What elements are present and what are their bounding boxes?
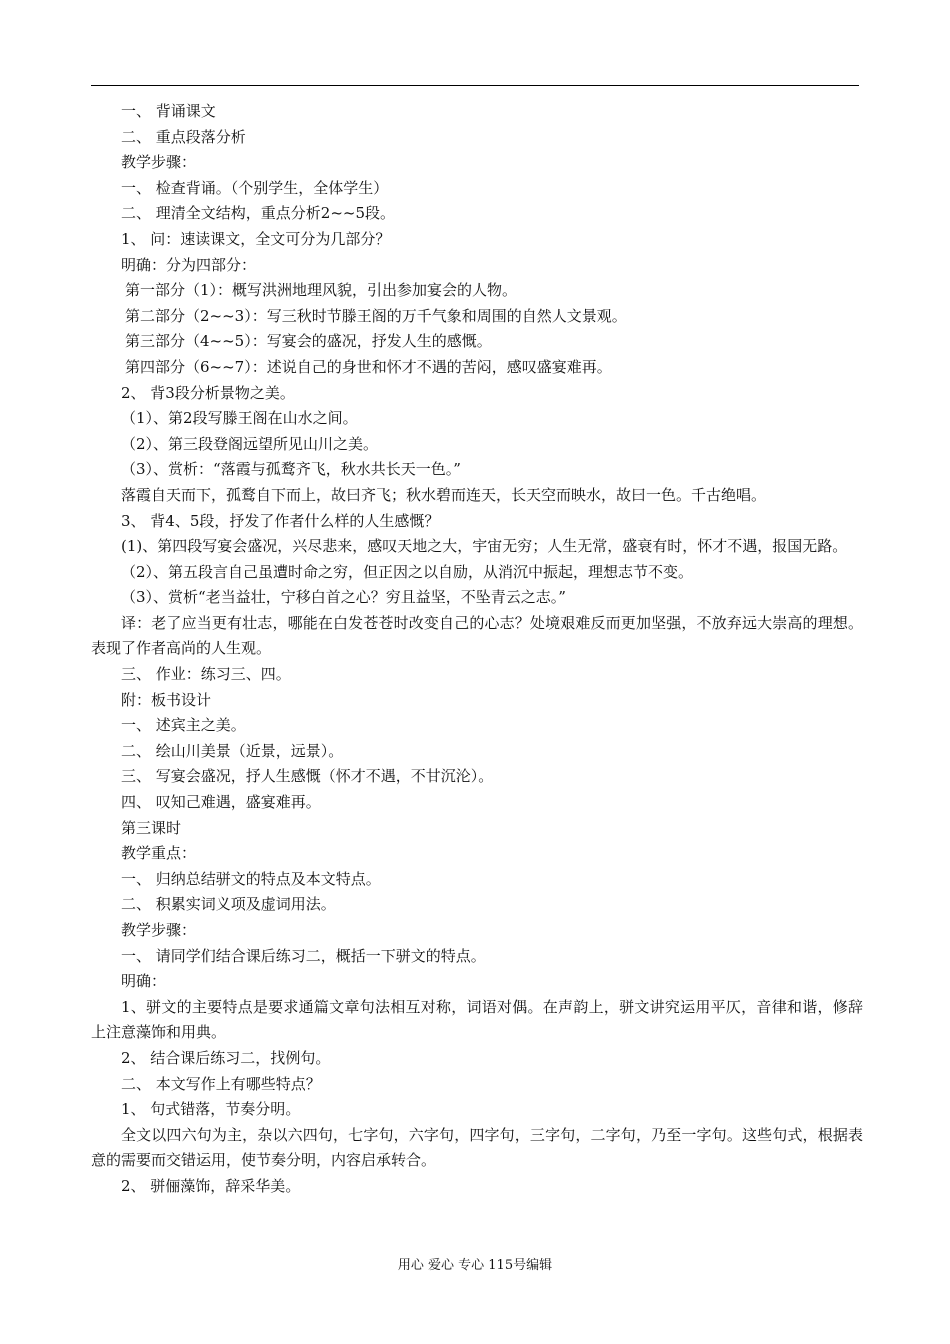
text-line: 一、 检查背诵。（个别学生，全体学生） <box>121 178 389 197</box>
text-paragraph: (1)、第四段写宴会盛况，兴尽悲来，感叹天地之大，宇宙无穷；人生无常，盛衰有时，怀才不遇，报国无路。 <box>121 537 848 556</box>
text-line: 教学步骤： <box>121 153 197 172</box>
text-line: 一、 归纳总结骈文的特点及本文特点。 <box>121 869 381 888</box>
text-line: 二、 本文写作上有哪些特点？ <box>121 1074 321 1093</box>
text-line: 三、 写宴会盛况，抒人生感慨（怀才不遇，不甘沉沦）。 <box>121 767 494 786</box>
text-line: 教学步骤： <box>121 921 197 939</box>
text-line: （3）、赏析：“落霞与孤鹜齐飞，秋水共长天一色。” <box>121 460 461 479</box>
text-line: （3）、赏析“老当益壮，宁移白首之心？穷且益坚，不坠青云之志。” <box>121 588 566 607</box>
text-line: 2、 骈俪藻饰，辞采华美。 <box>121 1176 301 1195</box>
text-line: 第三部分（4~~5）：写宴会的盛况，抒发人生的感慨。 <box>125 332 492 351</box>
text-line: （1）、第2段写滕王阁在山水之间。 <box>121 409 358 428</box>
text-line: 第一部分（1）：概写洪洲地理风貌，引出参加宴会的人物。 <box>125 281 518 300</box>
text-line: 第二部分（2~~3）：写三秋时节滕王阁的万千气象和周围的自然人文景观。 <box>125 306 627 325</box>
text-line: 四、 叹知己难遇，盛宴难再。 <box>121 793 321 812</box>
text-line: （2）、第五段言自己虽遭时命之穷，但正因之以自励，从消沉中振起，理想志节不变。 <box>121 562 694 581</box>
section-heading: 第三课时 <box>121 818 182 837</box>
text-line: 明确： <box>121 972 167 991</box>
text-line: 三、 作业：练习三、四。 <box>121 665 291 684</box>
text-line: 落霞自天而下，孤鹜自下而上，故曰齐飞；秋水碧而连天，长天空而映水，故曰一色。千古绝唱。 <box>121 485 767 504</box>
text-line: 2、 结合课后练习二，找例句。 <box>121 1048 331 1067</box>
text-line: 附：板书设计 <box>121 690 212 709</box>
text-line: 二、 理清全文结构，重点分析2~~5段。 <box>121 204 395 223</box>
text-line: 教学重点： <box>121 844 197 863</box>
text-line: 一、 述宾主之美。 <box>121 716 246 735</box>
text-line: 3、 背4、5段，抒发了作者什么样的人生感慨？ <box>121 511 440 530</box>
header-rule <box>91 85 859 86</box>
text-line: 一、 请同学们结合课后练习二，概括一下骈文的特点。 <box>121 946 486 965</box>
page-footer: 用心 爱心 专心 115号编辑 <box>397 1258 553 1273</box>
text-paragraph: 译：老了应当更有壮志，哪能在白发苍苍时改变自己的心志？处境艰难反而更加坚强，不放弃远大崇高的理想。表现了作者高尚的人生观。 <box>91 613 863 658</box>
text-line: 2、 背3段分析景物之美。 <box>121 383 295 402</box>
document-body <box>91 99 863 1200</box>
text-line: 1、 句式错落，节奏分明。 <box>121 1100 301 1119</box>
text-line: 1、 问：速读课文，全文可分为几部分？ <box>121 229 391 248</box>
text-line: 二、 积累实词义项及虚词用法。 <box>121 895 336 914</box>
text-paragraph: 全文以四六句为主，杂以六四句，七字句，六字句，四字句，三字句，二字句，乃至一字句。这些句式，根据表意的需要而交错运用，使节奏分明，内容启承转合。 <box>91 1125 863 1170</box>
text-line: 第四部分（6~~7）：述说自己的身世和怀才不遇的苦闷，感叹盛宴难再。 <box>125 357 612 376</box>
text-line: 二、 绘山川美景（近景，远景）。 <box>121 741 344 760</box>
text-line: 二、 重点段落分析 <box>121 127 246 146</box>
text-paragraph: 1、骈文的主要特点是要求通篇文章句法相互对称，词语对偶。在声韵上，骈文讲究运用平仄，音律和谐，修辞上注意藻饰和用典。 <box>91 997 863 1042</box>
text-line: 明确：分为四部分： <box>121 255 257 274</box>
text-line: 一、 背诵课文 <box>121 102 216 120</box>
text-line: （2）、第三段登阁远望所见山川之美。 <box>121 434 379 453</box>
